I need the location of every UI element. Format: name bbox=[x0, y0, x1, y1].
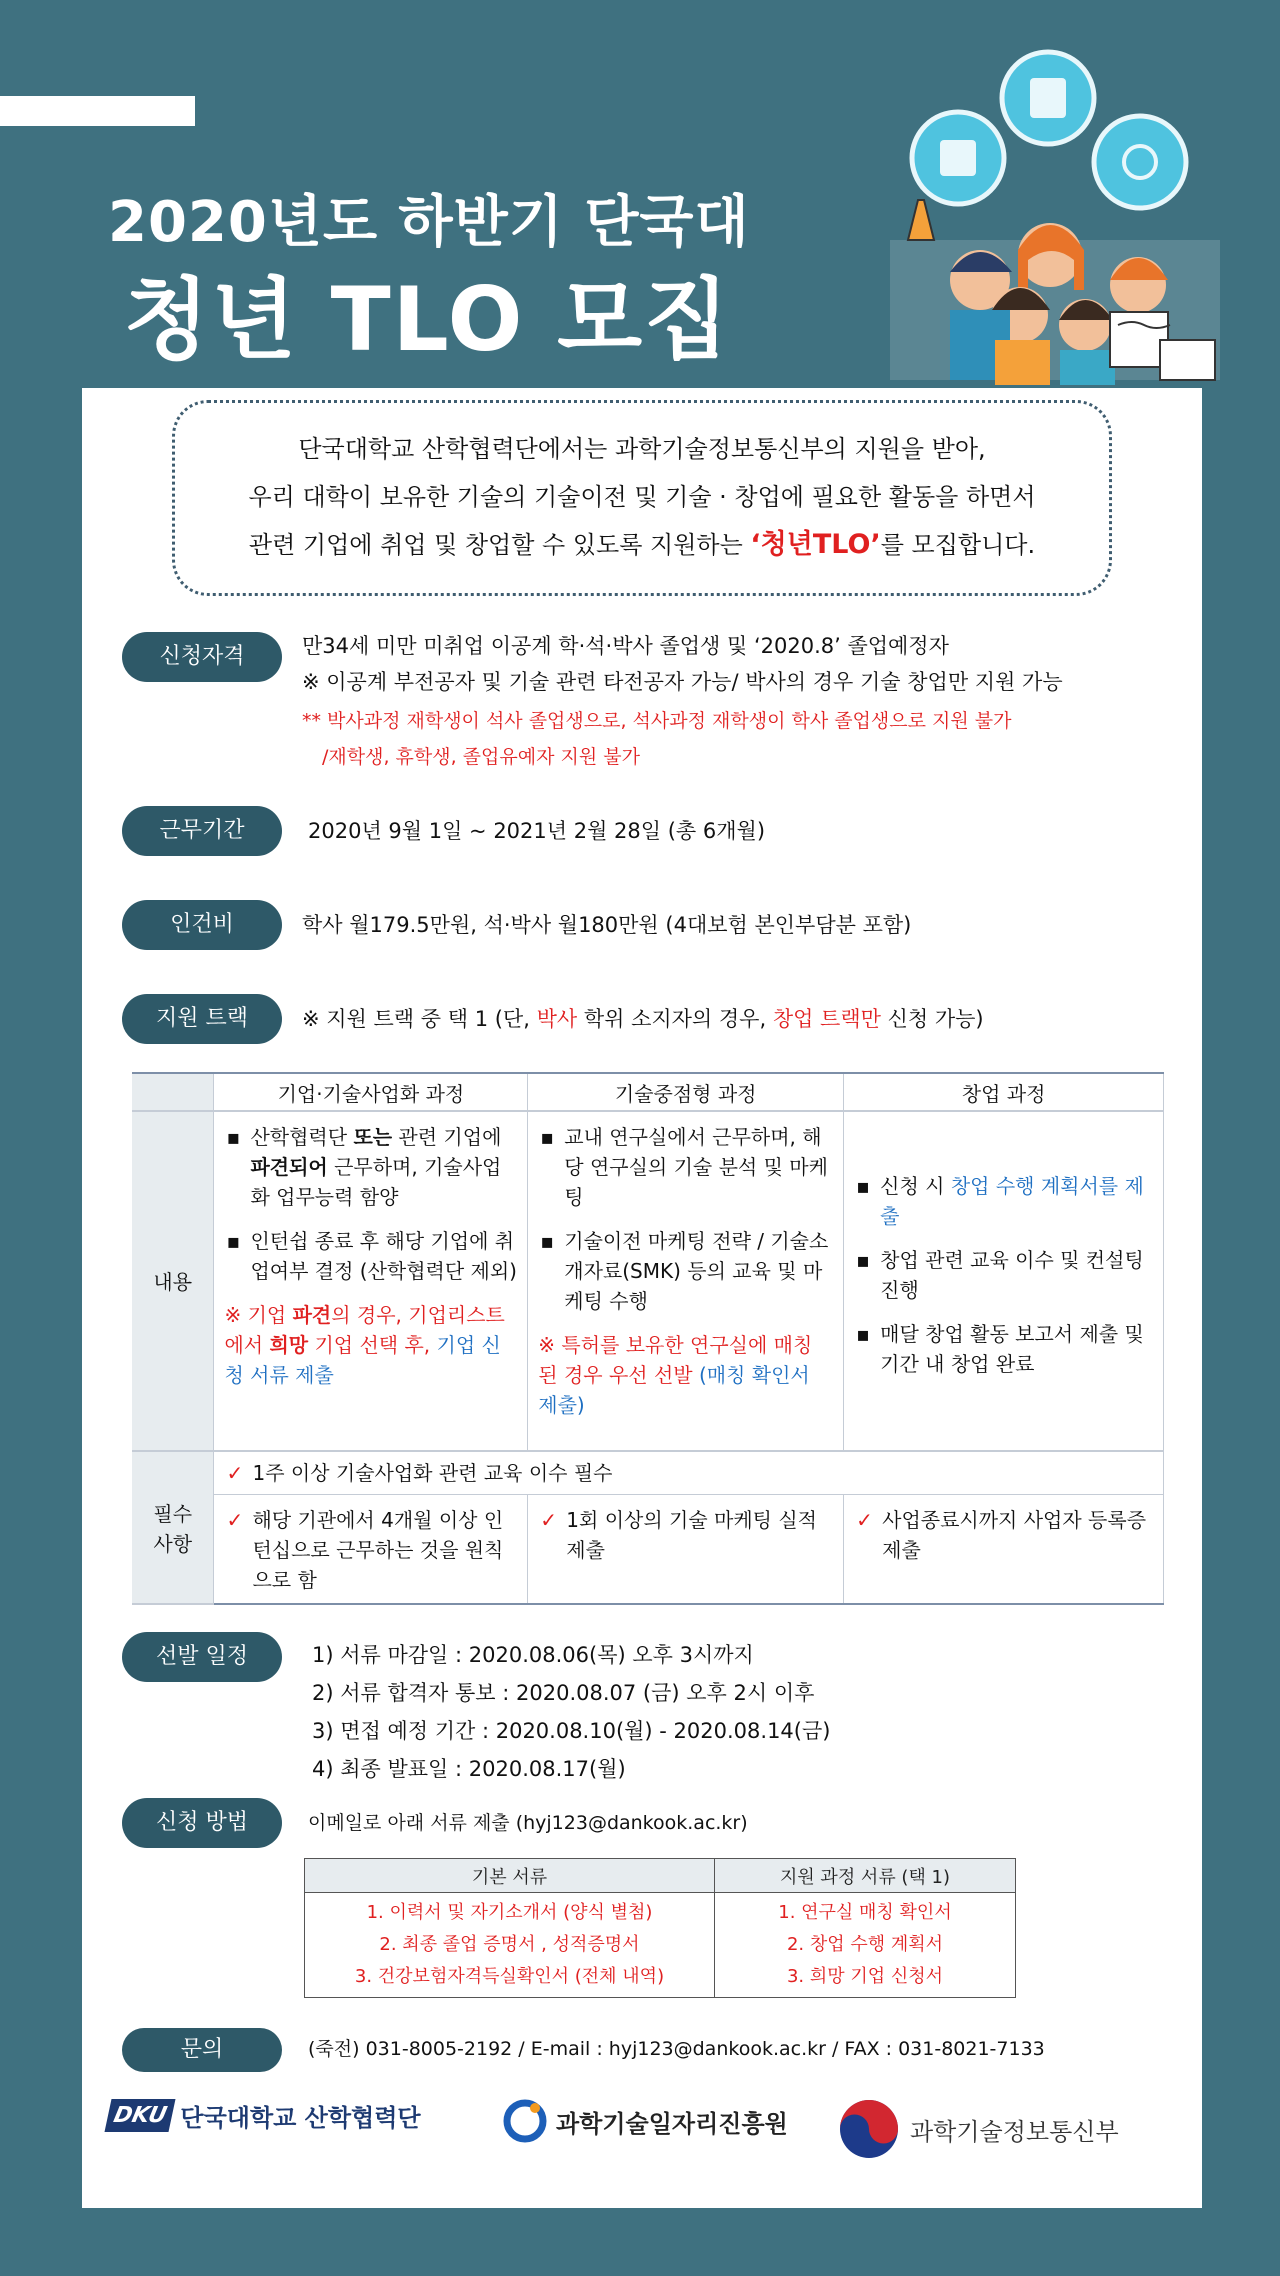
list-item: ▪ 창업 관련 교육 이수 및 컨설팅 진행 bbox=[854, 1245, 1153, 1305]
track-mid: 학위 소지자의 경우, bbox=[577, 1007, 773, 1031]
contact-text: (죽전) 031-8005-2192 / E-mail : hyj123@dankook.ac.kr / FAX : 031-8021-7133 bbox=[308, 2038, 1045, 2060]
doc-header-track: 지원 과정 서류 (택 1) bbox=[715, 1859, 1016, 1893]
list-item: ▪ 교내 연구실에서 근무하며, 해당 연구실의 기술 분석 및 마케팅 bbox=[538, 1122, 833, 1212]
dku-logo-text: 단국대학교 산학협력단 bbox=[180, 2104, 421, 2132]
track-label: 지원 트랙 bbox=[122, 994, 282, 1044]
list-item: 2. 최종 졸업 증명서 , 성적증명서 bbox=[379, 1934, 640, 1955]
kojob-logo bbox=[502, 2098, 788, 2144]
text-span: 산학협력단 bbox=[250, 1125, 354, 1149]
decorative-bar bbox=[0, 96, 195, 126]
footer-logos bbox=[82, 2088, 1202, 2158]
business-note bbox=[224, 1300, 517, 1390]
text-span: 파견되어 bbox=[250, 1155, 328, 1179]
salary-label: 인건비 bbox=[122, 900, 282, 950]
dku-logo bbox=[108, 2098, 421, 2133]
list-item bbox=[224, 1122, 517, 1212]
period-text: 2020년 9월 1일 ~ 2021년 2월 28일 (총 6개월) bbox=[308, 819, 766, 843]
text-span: ※ 특허를 보유한 연구실에 매칭 된 경우 우선 선발 bbox=[538, 1333, 813, 1387]
doc-track-list bbox=[715, 1893, 1016, 1998]
qualification-line4: /재학생, 휴학생, 졸업유예자 지원 불가 bbox=[322, 746, 640, 768]
period-label: 근무기간 bbox=[122, 806, 282, 856]
required-all bbox=[214, 1451, 1164, 1495]
schedule-item: 4) 최종 발표일 : 2020.08.17(월) bbox=[312, 1757, 626, 1781]
content-card bbox=[82, 388, 1202, 2208]
content-business bbox=[214, 1111, 528, 1451]
track-pre: ※ 지원 트랙 중 택 1 (단, bbox=[302, 1007, 537, 1031]
taegeuk-icon bbox=[838, 2098, 900, 2160]
track-red2: 창업 트랙만 bbox=[772, 1007, 881, 1031]
required-business-text: ✓ 해당 기관에서 4개월 이상 인턴십으로 근무하는 것을 원칙으로 함 bbox=[224, 1505, 517, 1595]
qualification-line2: ※ 이공계 부전공자 및 기술 관련 타전공자 가능/ 박사의 경우 기술 창업만 지원 가능 bbox=[302, 670, 1063, 694]
contact-label: 문의 bbox=[122, 2028, 282, 2072]
list-item: 3. 희망 기업 신청서 bbox=[786, 1966, 944, 1987]
list-item: ▪ 매달 창업 활동 보고서 제출 및 기간 내 창업 완료 bbox=[854, 1319, 1153, 1379]
col-header-tech: 기술중점형 과정 bbox=[528, 1073, 844, 1111]
text-span: 희망 bbox=[269, 1333, 309, 1357]
required-business bbox=[214, 1495, 528, 1605]
msit-logo-text: 과학기술정보통신부 bbox=[910, 2117, 1119, 2146]
track-red1: 박사 bbox=[536, 1007, 578, 1031]
required-tech bbox=[528, 1495, 844, 1605]
list-item: 1. 이력서 및 자기소개서 (양식 별첨) bbox=[366, 1902, 653, 1923]
text-span: 관련 기업에 bbox=[392, 1125, 502, 1149]
content-tech bbox=[528, 1111, 844, 1451]
msit-logo bbox=[838, 2098, 1119, 2160]
qualification-label: 신청자격 bbox=[122, 632, 282, 682]
dku-logo-mark: DKU bbox=[104, 2099, 175, 2132]
page-subtitle: 2020년도 하반기 단국대 bbox=[108, 190, 750, 255]
students-illustration bbox=[870, 40, 1240, 390]
kojob-logo-icon bbox=[502, 2098, 548, 2144]
row-label-content: 내용 bbox=[132, 1111, 214, 1451]
list-item: 3. 건강보험자격득실확인서 (전체 내역) bbox=[354, 1966, 665, 1987]
list-item bbox=[854, 1171, 1153, 1231]
qualification-line1: 만34세 미만 미취업 이공계 학·석·박사 졸업생 및 ‘2020.8’ 졸업예정자 bbox=[302, 634, 949, 658]
required-startup-text: ✓ 사업종료시까지 사업자 등록증 제출 bbox=[854, 1505, 1153, 1565]
row-label-required: 필수 사항 bbox=[132, 1451, 214, 1604]
required-all-text: ✓ 1주 이상 기술사업화 관련 교육 이수 필수 bbox=[224, 1458, 1153, 1488]
apply-text: 이메일로 아래 서류 제출 (hyj123@dankook.ac.kr) bbox=[308, 1812, 748, 1834]
intro-line2: 우리 대학이 보유한 기술의 기술이전 및 기술 · 창업에 필요한 활동을 하면서 bbox=[248, 483, 1036, 511]
text-span: 파견 bbox=[292, 1303, 332, 1327]
table-corner bbox=[132, 1073, 214, 1111]
kojob-logo-text: 과학기술일자리진흥원 bbox=[556, 2109, 788, 2138]
text-span: 신청 시 bbox=[880, 1174, 951, 1198]
track-text bbox=[302, 1002, 984, 1036]
salary-text: 학사 월179.5만원, 석·박사 월180만원 (4대보험 본인부담분 포함) bbox=[302, 913, 912, 937]
tech-note bbox=[538, 1330, 833, 1420]
text-span: 기업 신청 서류 제출 bbox=[224, 1333, 501, 1387]
qualification-line3: ** 박사과정 재학생이 석사 졸업생으로, 석사과정 재학생이 학사 졸업생으로 지원 불가 bbox=[302, 710, 1012, 732]
col-header-business: 기업·기술사업화 과정 bbox=[214, 1073, 528, 1111]
text-span: 의 경우, 기업리스트에서 bbox=[224, 1303, 505, 1357]
text-span: 기업 선택 후, bbox=[308, 1333, 437, 1357]
page-title: 청년 TLO 모집 bbox=[124, 268, 732, 371]
doc-header-basic: 기본 서류 bbox=[305, 1859, 715, 1893]
intro-line1: 단국대학교 산학협력단에서는 과학기술정보통신부의 지원을 받아, bbox=[298, 435, 986, 463]
schedule-item: 2) 서류 합격자 통보 : 2020.08.07 (금) 오후 2시 이후 bbox=[312, 1681, 815, 1705]
documents-table bbox=[304, 1858, 1016, 1998]
required-startup bbox=[844, 1495, 1164, 1605]
schedule-item: 3) 면접 예정 기간 : 2020.08.10(월) - 2020.08.14(금) bbox=[312, 1719, 831, 1743]
list-item: ▪ 기술이전 마케팅 전략 / 기술소개자료(SMK) 등의 교육 및 마케팅 수행 bbox=[538, 1226, 833, 1316]
col-header-startup: 창업 과정 bbox=[844, 1073, 1164, 1111]
schedule-item: 1) 서류 마감일 : 2020.08.06(목) 오후 3시까지 bbox=[312, 1643, 754, 1667]
intro-highlight: ‘청년TLO’ bbox=[750, 529, 881, 560]
intro-line3-post: 를 모집합니다. bbox=[880, 531, 1036, 559]
schedule-label: 선발 일정 bbox=[122, 1632, 282, 1682]
text-span: (매칭 확인서 제출) bbox=[538, 1363, 810, 1417]
doc-basic-list bbox=[305, 1893, 715, 1998]
apply-label: 신청 방법 bbox=[122, 1798, 282, 1848]
list-item: 2. 창업 수행 계획서 bbox=[786, 1934, 944, 1955]
text-span: ※ 기업 bbox=[224, 1303, 293, 1327]
schedule-list bbox=[312, 1636, 830, 1788]
track-table bbox=[132, 1072, 1164, 1605]
text-span: 근무하며, 기술사업화 업무능력 함양 bbox=[250, 1155, 502, 1209]
intro-line3 bbox=[175, 521, 1109, 569]
intro-box bbox=[172, 400, 1112, 596]
content-startup bbox=[844, 1111, 1164, 1451]
list-item: 1. 연구실 매칭 확인서 bbox=[778, 1902, 952, 1923]
text-span: 창업 수행 계획서를 제출 bbox=[880, 1174, 1144, 1228]
text-span: 또는 bbox=[353, 1125, 393, 1149]
intro-line3-pre: 관련 기업에 취업 및 창업할 수 있도록 지원하는 bbox=[248, 531, 751, 559]
track-post: 신청 가능) bbox=[880, 1007, 984, 1031]
list-item: ▪ 인턴쉽 종료 후 해당 기업에 취업여부 결정 (산학협력단 제외) bbox=[224, 1226, 517, 1286]
required-tech-text: ✓ 1회 이상의 기술 마케팅 실적 제출 bbox=[538, 1505, 833, 1565]
